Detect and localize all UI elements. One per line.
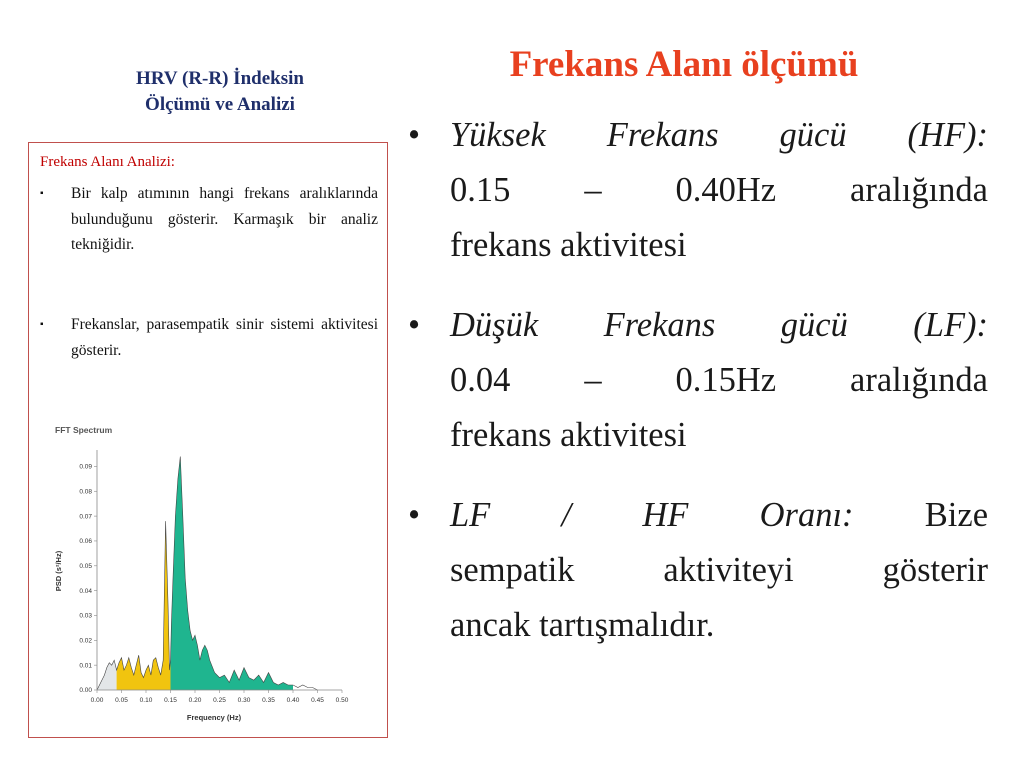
x-tick-label: 0.50 <box>335 697 349 704</box>
panel-bullet-text: Bir kalp atımının hangi frekans aralıklarında bulunduğunu gösterir. Karmaşık bir analiz tekniğidir. <box>71 185 378 253</box>
lf-bullet <box>408 298 988 463</box>
fft-spectrum-chart <box>49 419 369 729</box>
lf-range: 0.04 – 0.15Hz aralığında <box>450 361 988 399</box>
x-tick-label: 0.00 <box>90 697 104 704</box>
x-tick-label: 0.10 <box>139 697 153 704</box>
panel-bullet-1 <box>40 181 378 258</box>
section-title-line2: Ölçümü ve Analizi <box>145 94 295 115</box>
hf-label: Yüksek Frekans gücü (HF): <box>450 116 988 154</box>
chart-title: FFT Spectrum <box>55 425 113 435</box>
x-tick-label: 0.45 <box>311 697 324 704</box>
y-tick-label: 0.03 <box>79 612 92 620</box>
band-vlf-area <box>97 660 117 690</box>
y-tick-label: 0.05 <box>79 562 92 570</box>
ratio-label: LF / HF Oranı: <box>450 496 854 534</box>
lf-label: Düşük Frekans gücü (LF): <box>450 306 988 344</box>
y-tick-label: 0.00 <box>79 687 92 695</box>
y-tick-label: 0.08 <box>79 488 92 496</box>
band-hf-area <box>171 457 294 691</box>
section-title <box>70 66 370 118</box>
panel-title: Frekans Alanı Analizi: <box>40 154 175 170</box>
section-title-line1: HRV (R-R) İndeksin <box>136 68 304 89</box>
hf-range: 0.15 – 0.40Hz aralığında <box>450 171 988 209</box>
x-tick-label: 0.40 <box>286 697 300 704</box>
x-tick-label: 0.15 <box>164 697 177 704</box>
analysis-panel <box>28 142 388 738</box>
panel-bullet-text: Frekanslar, parasempatik sinir sistemi aktivitesi gösterir. <box>71 316 378 359</box>
panel-bullet-2 <box>40 312 378 363</box>
lf-desc: frekans aktivitesi <box>450 416 687 454</box>
x-tick-label: 0.35 <box>262 697 275 704</box>
y-tick-label: 0.06 <box>79 538 92 546</box>
chart-plot <box>79 450 348 704</box>
hf-bullet <box>408 108 988 273</box>
y-tick-label: 0.09 <box>79 463 92 471</box>
page-title: Frekans Alanı ölçümü <box>509 44 859 85</box>
x-tick-label: 0.20 <box>188 697 202 704</box>
x-axis-label: Frequency (Hz) <box>186 713 242 722</box>
x-tick-label: 0.30 <box>237 697 251 704</box>
hf-desc: frekans aktivitesi <box>450 226 687 264</box>
x-tick-label: 0.05 <box>115 697 128 704</box>
y-tick-label: 0.02 <box>79 637 92 645</box>
y-tick-label: 0.04 <box>79 587 92 595</box>
ratio-desc-1: sempatik aktiviteyi gösterir <box>450 551 988 589</box>
y-axis-label: PSD (s²/Hz) <box>54 550 63 592</box>
bullet-dot-icon: • <box>408 306 421 344</box>
ratio-label-tail: Bize <box>924 496 989 534</box>
square-bullet-icon: ▪ <box>40 319 44 330</box>
ratio-desc-2: ancak tartışmalıdır. <box>450 606 715 644</box>
square-bullet-icon: ▪ <box>40 188 44 199</box>
x-tick-label: 0.25 <box>213 697 226 704</box>
bullet-dot-icon: • <box>408 496 421 534</box>
bullet-dot-icon: • <box>408 116 421 154</box>
y-tick-label: 0.07 <box>79 513 92 521</box>
y-tick-label: 0.01 <box>79 662 92 670</box>
ratio-bullet <box>408 488 988 653</box>
